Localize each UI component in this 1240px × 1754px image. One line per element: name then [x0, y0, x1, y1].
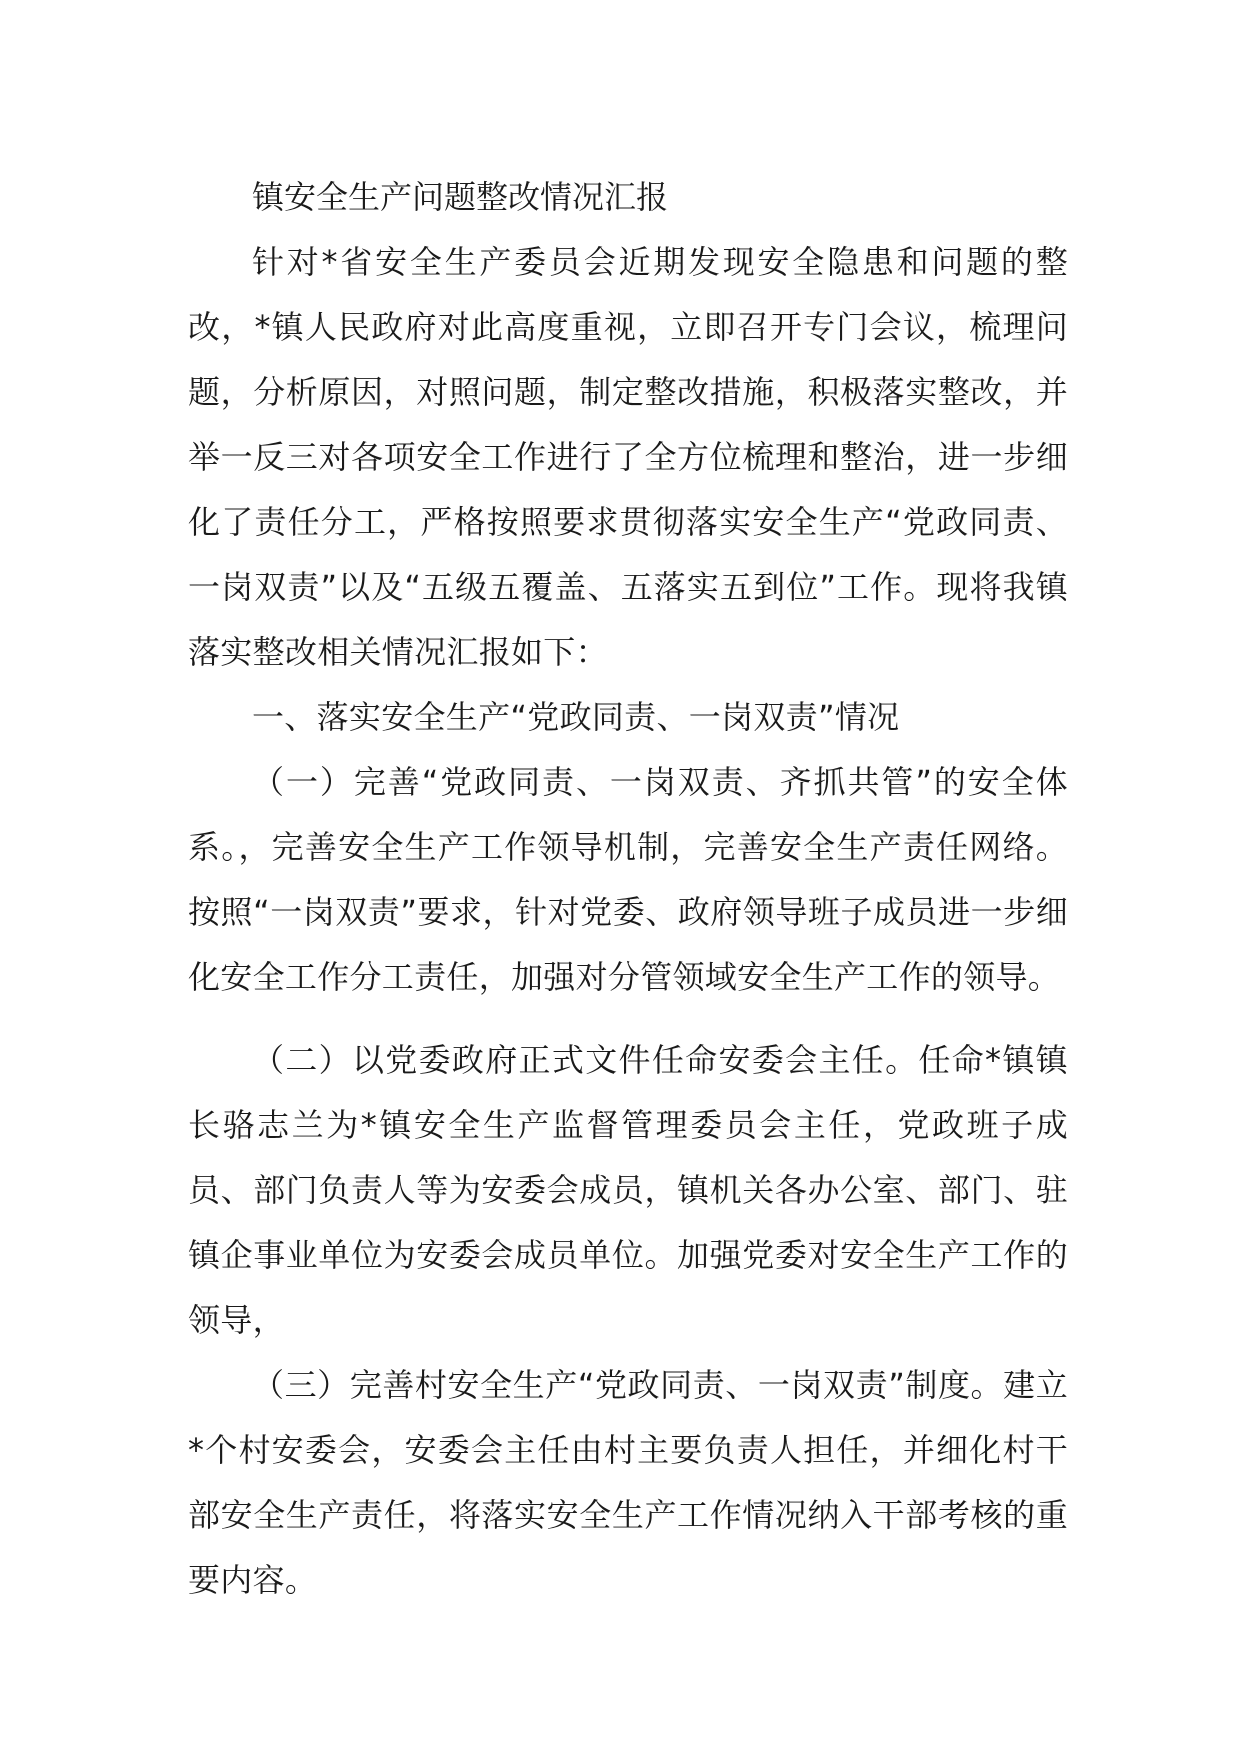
- intro-paragraph: 针对*省安全生产委员会近期发现安全隐患和问题的整改，*镇人民政府对此高度重视，立即召开专门会议，梳理问题，分析原因，对照问题，制定整改措施，积极落实整改，并举一反三对各项安全工作进行了全方位梳理和整治，进一步细化了责任分工，严格按照要求贯彻落实安全生产“党政同责、一岗双责”以及“五级五覆盖、五落实五到位”工作。现将我镇落实整改相关情况汇报如下：: [188, 243, 1068, 671]
- subsection-paragraph-2: （二）以党委政府正式文件任命安委会主任。任命*镇镇长骆志兰为*镇安全生产监督管理委员会主任，党政班子成员、部门负责人等为安委会成员，镇机关各办公室、部门、驻镇企事业单位为安委会成员单位。加强党委对安全生产工作的领导，: [188, 1041, 1068, 1339]
- document-body: [188, 165, 1068, 1613]
- section-heading-1: 一、落实安全生产“党政同责、一岗双责”情况: [252, 698, 900, 736]
- document-title: 镇安全生产问题整改情况汇报: [252, 178, 669, 216]
- subsection-paragraph-1: （一）完善“党政同责、一岗双责、齐抓共管”的安全体系。，完善安全生产工作领导机制，完善安全生产责任网络。按照“一岗双责”要求，针对党委、政府领导班子成员进一步细化安全工作分工责任，加强对分管领域安全生产工作的领导。: [188, 763, 1068, 996]
- paragraph-gap: [188, 1010, 1068, 1028]
- subsection-paragraph-3: （三）完善村安全生产“党政同责、一岗双责”制度。建立*个村安委会，安委会主任由村主要负责人担任，并细化村干部安全生产责任，将落实安全生产工作情况纳入干部考核的重要内容。: [188, 1366, 1068, 1599]
